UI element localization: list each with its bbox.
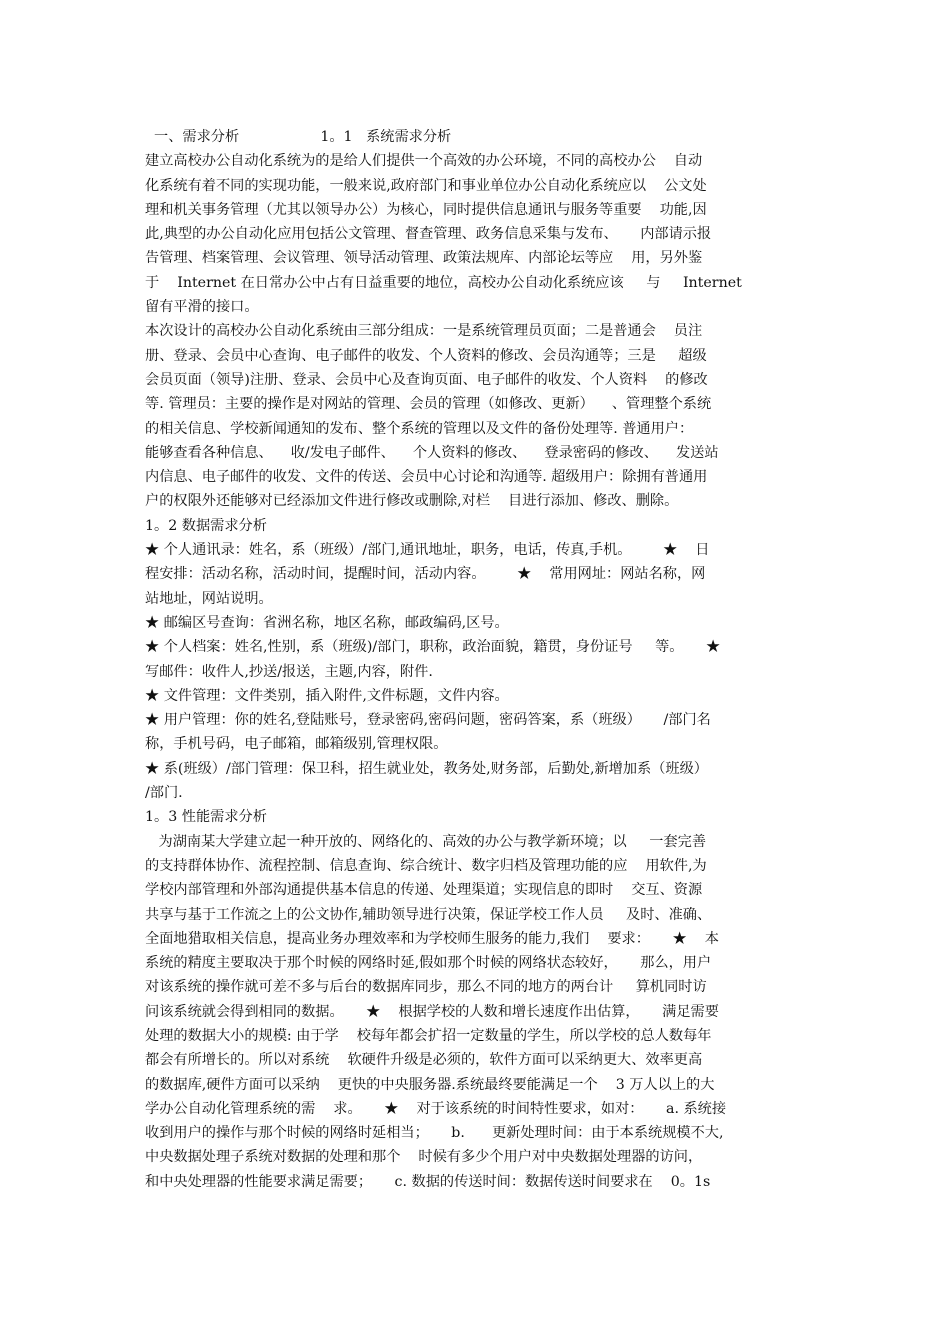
text-line: ★ 邮编区号查询：省洲名称，地区名称，邮政编码,区号。 — [145, 614, 509, 631]
text-line: 1。2 数据需求分析 — [145, 517, 267, 534]
text-line: /部门. — [145, 785, 183, 802]
text-line: 学校内部管理和外部沟通提供基本信息的传递、处理渠道；实现信息的即时 交互、资源 — [145, 882, 703, 899]
text-line: ★ 个人通讯录：姓名，系（班级）/部门,通讯地址，职务，电话，传真,手机。 ★ 日 — [145, 542, 710, 559]
text-line: 户的权限外还能够对已经添加文件进行修改或删除,对栏 目进行添加、修改、删除。 — [145, 493, 679, 510]
text-line: 建立高校办公自动化系统为的是给人们提供一个高效的办公环境，不同的高校办公 自动 — [145, 153, 703, 170]
text-line: 站地址，网站说明。 — [145, 590, 273, 607]
text-line: 处理的数据大小的规模: 由于学 校每年都会扩招一定数量的学生，所以学校的总人数每年 — [145, 1027, 712, 1044]
text-line: 系统的精度主要取决于那个时候的网络时延,假如那个时候的网络状态较好， 那么，用户 — [145, 955, 712, 972]
text-line: 化系统有着不同的实现功能，一般来说,政府部门和事业单位办公自动化系统应以 公文处 — [145, 177, 707, 194]
text-line: ★ 用户管理：你的姓名,登陆账号，登录密码,密码问题，密码答案，系（班级） /部门名 — [145, 712, 711, 729]
text-line: 学办公自动化管理系统的需 求。 ★ 对于该系统的时间特性要求，如对： a. 系统接 — [145, 1100, 727, 1117]
text-line: 于 Internet 在日常办公中占有日益重要的地位，高校办公自动化系统应该 与 Internet — [145, 274, 742, 291]
text-line: 的数据库,硬件方面可以采纳 更快的中央服务器.系统最终要能满足一个 3 万人以上的大 — [145, 1076, 715, 1093]
text-line: 收到用户的操作与那个时候的网络时延相当； b. 更新处理时间：由于本系统规模不大, — [145, 1125, 724, 1142]
text-line: 程安排：活动名称，活动时间，提醒时间，活动内容。 ★ 常用网址：网站名称，网 — [145, 566, 706, 583]
text-line: 1。3 性能需求分析 — [145, 809, 267, 826]
text-line: ★ 系(班级）/部门管理：保卫科，招生就业处，教务处,财务部，后勤处,新增加系（班级） — [145, 760, 708, 777]
text-line: 中央数据处理子系统对数据的处理和那个 时候有多少个用户对中央数据处理器的访问， — [145, 1149, 703, 1166]
text-line: 会员页面（领导)注册、登录、会员中心及查询页面、电子邮件的收发、个人资料 的修改 — [145, 371, 708, 388]
text-line: ★ 个人档案：姓名,性别，系（班级)/部门，职称，政治面貌，籍贯，身份证号 等。 ★ — [145, 639, 721, 656]
text-line: 和中央处理器的性能要求满足需要； c. 数据的传送时间：数据传送时间要求在 0。1s — [145, 1173, 711, 1190]
text-line: 此,典型的办公自动化应用包括公文管理、督查管理、政务信息采集与发布、 内部请示报 — [145, 226, 712, 243]
text-line: 的支持群体协作、流程控制、信息查询、综合统计、数字归档及管理功能的应 用软件,为 — [145, 857, 707, 874]
text-line: 问该系统就会得到相同的数据。 ★ 根据学校的人数和增长速度作出估算， 满足需要 — [145, 1003, 719, 1020]
text-line: 称，手机号码，电子邮箱，邮箱级别,管理权限。 — [145, 736, 448, 753]
text-line: ★ 文件管理：文件类别，插入附件,文件标题，文件内容。 — [145, 687, 509, 704]
text-line: 的相关信息、学校新闻通知的发布、整个系统的管理以及文件的备份处理等. 普通用户： — [145, 420, 694, 437]
text-line: 等. 管理员：主要的操作是对网站的管理、会员的管理（如修改、更新） 、管理整个系统 — [145, 396, 712, 413]
text-line: 对该系统的操作就可差不多与后台的数据库同步，那么不同的地方的两台计 算机同时访 — [145, 979, 707, 996]
text-line: 能够查看各种信息、 收/发电子邮件、 个人资料的修改、 登录密码的修改、 发送站 — [145, 444, 719, 461]
text-line: 共享与基于工作流之上的公文协作,辅助领导进行决策，保证学校工作人员 及时、准确、 — [145, 906, 712, 923]
text-line: 内信息、电子邮件的收发、文件的传送、会员中心讨论和沟通等. 超级用户：除拥有普通用 — [145, 469, 708, 486]
text-line: 都会有所增长的。所以对系统 软硬件升级是必须的，软件方面可以采纳更大、效率更高 — [145, 1052, 703, 1069]
text-line: 写邮件：收件人,抄送/报送，主题,内容，附件. — [145, 663, 433, 680]
text-line: 留有平滑的接口。 — [145, 299, 259, 316]
text-line: 理和机关事务管理（尤其以领导办公）为核心，同时提供信息通讯与服务等重要 功能,因 — [145, 201, 707, 218]
text-line: 一、需求分析 1。1 系统需求分析 — [145, 129, 452, 145]
text-line: 册、登录、会员中心查询、电子邮件的收发、个人资料的修改、会员沟通等；三是 超级 — [145, 347, 707, 364]
document-body — [145, 125, 820, 1194]
text-line: 全面地猎取相关信息，提高业务办理效率和为学校师生服务的能力,我们 要求： ★ 本 — [145, 930, 719, 947]
text-line: 本次设计的高校办公自动化系统由三部分组成：一是系统管理员页面；二是普通会 员注 — [145, 323, 703, 340]
text-line: 告管理、档案管理、会议管理、领导活动管理、政策法规库、内部论坛等应 用，另外鉴 — [145, 250, 703, 267]
text-line: 为湖南某大学建立起一种开放的、网络化的、高效的办公与教学新环境；以 一套完善 — [145, 833, 707, 850]
